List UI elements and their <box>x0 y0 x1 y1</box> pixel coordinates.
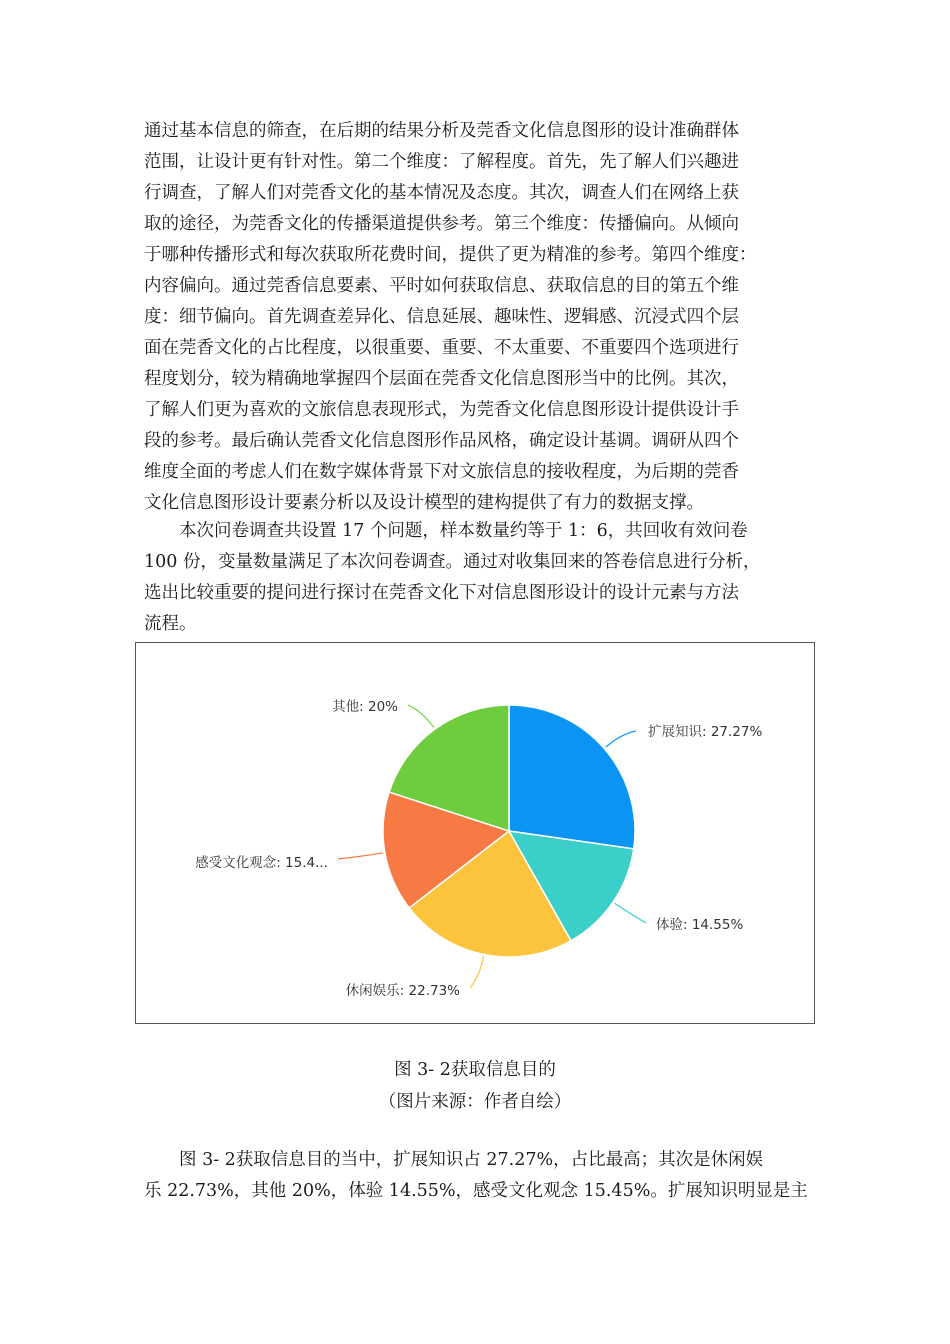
figure-caption: 图 3- 2获取信息目的 <box>394 1060 556 1080</box>
text-line: 段的参考。最后确认莞香文化信息图形作品风格，确定设计基调。调研从四个 <box>144 431 739 451</box>
pie-chart-figure <box>135 642 815 1024</box>
text-line: 乐 22.73%，其他 20%，体验 14.55%，感受文化观念 15.45%。扩展知识明显是主 <box>144 1181 808 1201</box>
body-paragraph-1 <box>144 116 812 519</box>
text-line: 选出比较重要的提问进行探讨在莞香文化下对信息图形设计的设计元素与方法 <box>144 583 739 603</box>
text-line: 内容偏向。通过莞香信息要素、平时如何获取信息、获取信息的目的第五个维 <box>144 276 739 296</box>
pie-leader-line <box>615 903 646 923</box>
text-line: 文化信息图形设计要素分析以及设计模型的建构提供了有力的数据支撑。 <box>144 493 704 513</box>
text-line: 流程。 <box>144 614 197 634</box>
body-paragraph-2 <box>144 516 812 640</box>
pie-slice <box>509 705 635 849</box>
text-line: 行调查，了解人们对莞香文化的基本情况及态度。其次，调查人们在网络上获 <box>144 183 739 203</box>
text-line: 面在莞香文化的占比程度，以很重要、重要、不太重要、不重要四个选项进行 <box>144 338 739 358</box>
text-line: 取的途径，为莞香文化的传播渠道提供参考。第三个维度：传播偏向。从倾向 <box>144 214 739 234</box>
text-line: 于哪种传播形式和每次获取所花费时间，提供了更为精准的参考。第四个维度： <box>144 245 757 265</box>
pie-leader-line <box>338 853 383 859</box>
body-paragraph-3 <box>144 1145 812 1207</box>
pie-slice-label: 体验: 14.55% <box>656 917 744 933</box>
text-line: 度：细节偏向。首先调查差异化、信息延展、趣味性、逻辑感、沉浸式四个层 <box>144 307 739 327</box>
text-line: 范围，让设计更有针对性。第二个维度：了解程度。首先，先了解人们兴趣进 <box>144 152 739 172</box>
pie-leader-line <box>470 956 484 988</box>
pie-slice-label: 感受文化观念: 15.4... <box>195 855 328 871</box>
pie-slice-label: 休闲娱乐: 22.73% <box>345 983 460 999</box>
text-line: 100 份，变量数量满足了本次问卷调查。通过对收集回来的答卷信息进行分析， <box>144 552 761 572</box>
text-line: 通过基本信息的筛查，在后期的结果分析及莞香文化信息图形的设计准确群体 <box>144 121 739 141</box>
pie-leader-line <box>408 705 434 727</box>
pie-leader-line <box>606 731 636 747</box>
text-line: 本次问卷调查共设置 17 个问题，样本数量约等于 1：6，共回收有效问卷 <box>144 521 748 541</box>
pie-slice-label: 其他: 20% <box>332 699 398 715</box>
text-line: 程度划分，较为精确地掌握四个层面在莞香文化信息图形当中的比例。其次， <box>144 369 739 389</box>
pie-chart <box>136 643 814 1023</box>
text-line: 图 3- 2获取信息目的当中，扩展知识占 27.27%，占比最高；其次是休闲娱 <box>144 1150 764 1170</box>
pie-slice-label: 扩展知识: 27.27% <box>648 724 763 740</box>
text-line: 维度全面的考虑人们在数字媒体背景下对文旅信息的接收程度，为后期的莞香 <box>144 462 739 482</box>
figure-source: （图片来源：作者自绘） <box>378 1092 572 1112</box>
text-line: 了解人们更为喜欢的文旅信息表现形式，为莞香文化信息图形设计提供设计手 <box>144 400 739 420</box>
